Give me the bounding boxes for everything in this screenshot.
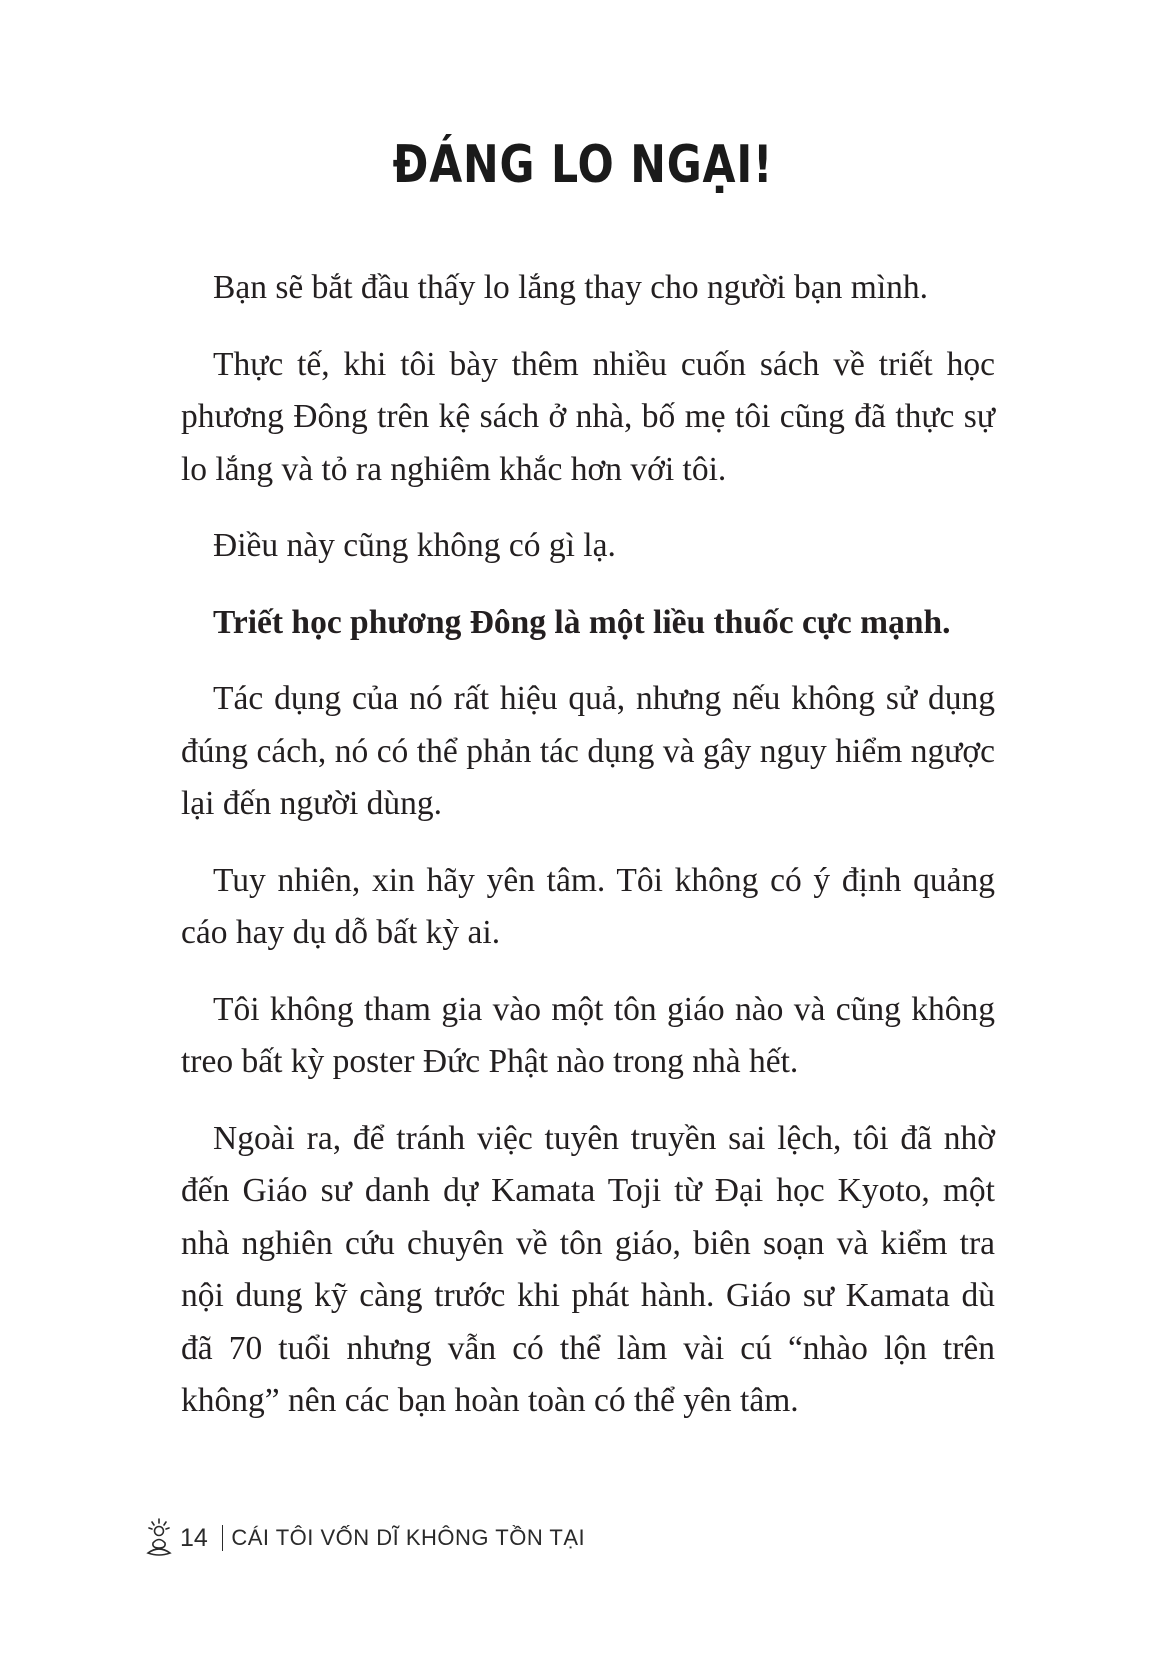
footer-divider [222,1525,224,1551]
paragraph-8: Ngoài ra, để tránh việc tuyên truyền sai lệch, tôi đã nhờ đến Giáo sư danh dự Kamata Toji từ Đại học Kyoto, một nhà nghiên cứu chuyên về tôn giáo, biên soạn và kiểm tra nội dung kỹ càng trước khi phát hành. Giáo sư Kamata dù đã 70 tuổi nhưng vẫn có thể làm vài cú “nhào lộn trên không” nên các bạn hoàn toàn có thể yên tâm. [181,1119,995,1419]
paragraph-5: Tác dụng của nó rất hiệu quả, nhưng nếu không sử dụng đúng cách, nó có thể phản tác dụng và gây nguy hiểm ngược lại đến người dùng. [181,680,995,822]
paragraph-4-bold: Triết học phương Đông là một liều thuốc cực mạnh. [213,603,951,641]
paragraph-6: Tuy nhiên, xin hãy yên tâm. Tôi không có ý định quảng cáo hay dụ dỗ bất kỳ ai. [181,861,995,951]
paragraph-3: Điều này cũng không có gì lạ. [213,527,616,564]
page-number: 14 [180,1523,208,1552]
paragraph-2: Thực tế, khi tôi bày thêm nhiều cuốn sách về triết học phương Đông trên kệ sách ở nhà, bố mẹ tôi cũng đã thực sự lo lắng và tỏ ra nghiêm khắc hơn với tôi. [181,345,995,488]
page-footer [144,1518,585,1558]
paragraph-7: Tôi không tham gia vào một tôn giáo nào và cũng không treo bất kỳ poster Đức Phật nào trong nhà hết. [181,990,995,1080]
body-text [181,262,995,1452]
book-title: CÁI TÔI VỐN DĨ KHÔNG TỒN TẠI [231,1525,586,1550]
meditating-figure-icon [144,1518,174,1558]
chapter-title: ĐÁNG LO NGẠI! [392,135,774,195]
paragraph-1: Bạn sẽ bắt đầu thấy lo lắng thay cho người bạn mình. [213,269,929,306]
